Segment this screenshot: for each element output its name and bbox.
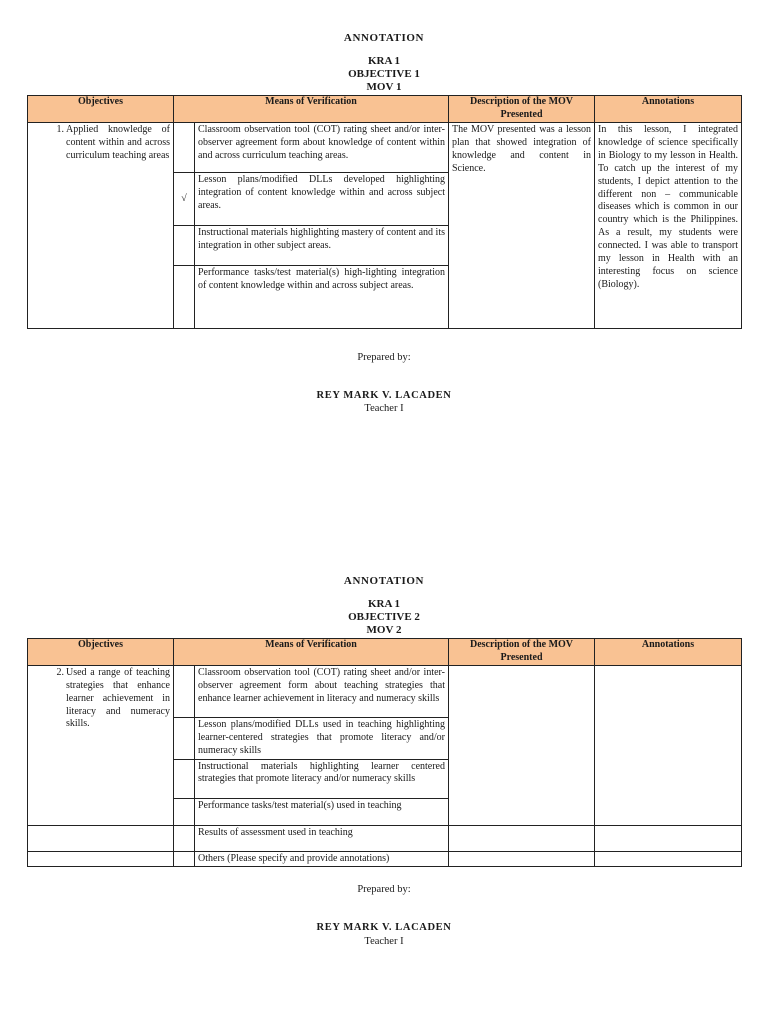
means-checkbox[interactable] <box>174 717 195 759</box>
signatory-role-1: Teacher I <box>364 403 404 414</box>
description-cell[interactable] <box>449 665 595 825</box>
description-blank-cell[interactable] <box>449 851 595 867</box>
means-checkbox[interactable] <box>174 665 195 717</box>
header-means: Means of Verification <box>174 96 449 123</box>
means-checkbox[interactable] <box>174 123 195 173</box>
description-blank-cell[interactable] <box>449 825 595 851</box>
annotation-title-1: ANNOTATION <box>343 32 425 44</box>
means-item: Performance tasks/test material(s) used in teaching <box>195 798 449 825</box>
objective-number: 2. <box>56 666 64 678</box>
means-checkbox-checked[interactable]: √ <box>174 173 195 226</box>
means-item: Classroom observation tool (COT) rating sheet and/or inter-observer agreement form about knowledge of content within and across curriculum teaching areas. <box>195 123 449 173</box>
header-objectives: Objectives <box>28 96 174 123</box>
means-checkbox[interactable] <box>174 825 195 851</box>
header-objectives: Objectives <box>28 639 174 666</box>
header-description: Description of the MOV Presented <box>449 639 595 666</box>
signatory-role-2: Teacher I <box>364 936 404 947</box>
header-annotations: Annotations <box>595 96 742 123</box>
description-cell: The MOV presented was a lesson plan that showed integration of knowledge and content in Science. <box>449 123 595 329</box>
table-row <box>28 665 742 717</box>
signatory-name-1: REY MARK V. LACADEN <box>316 390 452 401</box>
table-row <box>28 123 742 173</box>
means-item: Others (Please specify and provide annotations) <box>195 851 449 867</box>
means-item: Results of assessment used in teaching <box>195 825 449 851</box>
annotation-blank-cell[interactable] <box>595 825 742 851</box>
means-item: Lesson plans/modified DLLs used in teaching highlighting learner-centered strategies that promote literacy and/or numeracy skills <box>195 717 449 759</box>
table-header-row <box>28 639 742 666</box>
prepared-by-label-2: Prepared by: <box>357 884 411 895</box>
annotation-blank-cell[interactable] <box>595 851 742 867</box>
means-checkbox[interactable] <box>174 266 195 329</box>
objective-blank-cell[interactable] <box>28 851 174 867</box>
means-item: Instructional materials highlighting mastery of content and its integration in other subject areas. <box>195 226 449 266</box>
mov-table-2 <box>27 638 742 867</box>
objective-label-2: OBJECTIVE 2 <box>348 611 420 623</box>
mov-label-2: MOV 2 <box>366 624 402 636</box>
means-checkbox[interactable] <box>174 798 195 825</box>
kra-label-1: KRA 1 <box>367 55 401 67</box>
means-item: Instructional materials highlighting learner centered strategies that promote literacy and/or numeracy skills <box>195 759 449 798</box>
objective-blank-cell[interactable] <box>28 825 174 851</box>
prepared-by-label-1: Prepared by: <box>357 352 411 363</box>
objective-cell <box>28 665 174 825</box>
objective-text: Applied knowledge of content within and across curriculum teaching areas <box>66 124 170 161</box>
table-row <box>28 825 742 851</box>
kra-label-2: KRA 1 <box>367 598 401 610</box>
means-checkbox[interactable] <box>174 851 195 867</box>
annotation-cell: In this lesson, I integrated knowledge of science specifically in Biology to my lesson in Health. To catch up the interest of my students, I depict attention to the different non – communicable diseases which is common in our country which is the Philippines. As a result, my students were connected. I was able to transport my lesson in Health with an interesting focus on science (Biology). <box>595 123 742 329</box>
objective-cell <box>28 123 174 329</box>
objective-number: 1. <box>56 124 64 135</box>
objective-label-1: OBJECTIVE 1 <box>348 68 420 80</box>
table-header-row <box>28 96 742 123</box>
header-annotations: Annotations <box>595 639 742 666</box>
annotation-cell[interactable] <box>595 665 742 825</box>
means-item: Lesson plans/modified DLLs developed highlighting integration of content knowledge within and across subject areas. <box>195 173 449 226</box>
signatory-name-2: REY MARK V. LACADEN <box>316 922 452 933</box>
means-item: Performance tasks/test material(s) high-lighting integration of content knowledge within and across subject areas. <box>195 266 449 329</box>
annotation-title-2: ANNOTATION <box>343 575 425 587</box>
means-checkbox[interactable] <box>174 759 195 798</box>
header-means: Means of Verification <box>174 639 449 666</box>
objective-text: Used a range of teaching strategies that enhance learner achievement in literacy and numeracy skills. <box>66 666 170 730</box>
mov-table-1 <box>27 95 742 329</box>
table-row <box>28 851 742 867</box>
header-description: Description of the MOV Presented <box>449 96 595 123</box>
mov-label-1: MOV 1 <box>366 81 402 93</box>
means-checkbox[interactable] <box>174 226 195 266</box>
means-item: Classroom observation tool (COT) rating sheet and/or inter-observer agreement form about teaching strategies that enhance learner achievement in literacy and numeracy skills <box>195 665 449 717</box>
